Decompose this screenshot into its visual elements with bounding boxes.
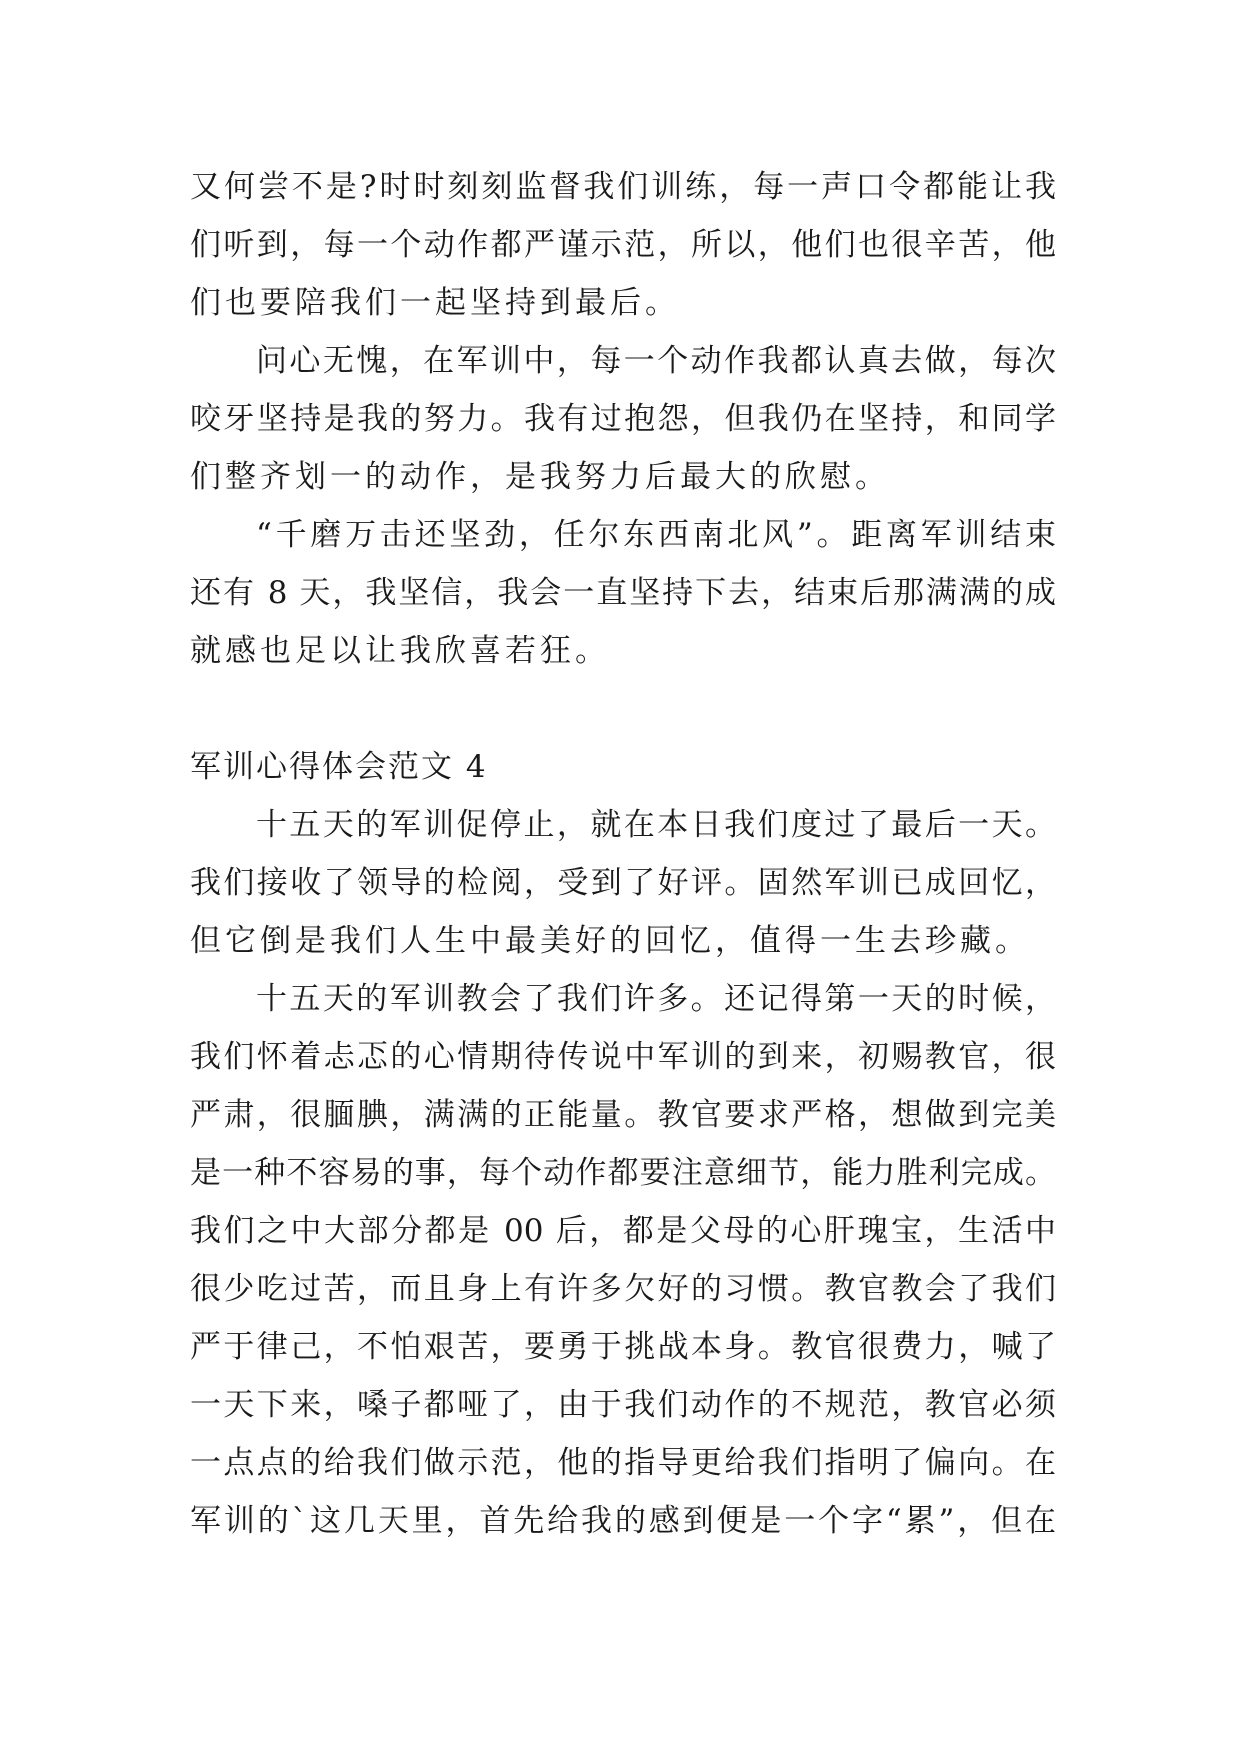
text-line: 们整齐划一的动作，是我努力后最大的欣慰。 bbox=[190, 459, 890, 495]
paragraph bbox=[190, 332, 1056, 506]
section-title: 军训心得体会范文 4 bbox=[190, 749, 488, 785]
text-line: 但它倒是我们人生中最美好的回忆，值得一生去珍藏。 bbox=[190, 923, 1030, 959]
text-line: 严肃，很腼腆，满满的正能量。教官要求严格，想做到完美 bbox=[190, 1097, 1056, 1133]
text-line: 问心无愧，在军训中，每一个动作我都认真去做，每次 bbox=[256, 343, 1056, 379]
text-line: 是一种不容易的事，每个动作都要注意细节，能力胜利完成。 bbox=[190, 1155, 1056, 1191]
text-line: “千磨万击还坚劲，任尔东西南北风”。距离军训结束 bbox=[256, 517, 1056, 553]
paragraph bbox=[190, 158, 1056, 332]
section-spacer bbox=[190, 680, 1056, 738]
text-line: 十五天的军训教会了我们许多。还记得第一天的时候， bbox=[256, 981, 1056, 1017]
paragraph bbox=[190, 506, 1056, 680]
text-line: 咬牙坚持是我的努力。我有过抱怨，但我仍在坚持，和同学 bbox=[190, 401, 1056, 437]
text-line: 我们之中大部分都是 00 后，都是父母的心肝瑰宝，生活中 bbox=[190, 1213, 1056, 1249]
text-line: 们听到，每一个动作都严谨示范，所以，他们也很辛苦，他 bbox=[190, 227, 1056, 263]
text-line: 就感也足以让我欣喜若狂。 bbox=[190, 633, 610, 669]
text-line: 军训的`这几天里，首先给我的感到便是一个字“累”，但在 bbox=[190, 1503, 1056, 1539]
text-line: 严于律己，不怕艰苦，要勇于挑战本身。教官很费力，喊了 bbox=[190, 1329, 1056, 1365]
text-line: 一点点的给我们做示范，他的指导更给我们指明了偏向。在 bbox=[190, 1445, 1056, 1481]
text-line: 十五天的军训促停止，就在本日我们度过了最后一天。 bbox=[256, 807, 1056, 843]
text-line: 还有 8 天，我坚信，我会一直坚持下去，结束后那满满的成 bbox=[190, 575, 1056, 611]
text-line: 我们接收了领导的检阅，受到了好评。固然军训已成回忆， bbox=[190, 865, 1056, 901]
text-line: 又何尝不是?时时刻刻监督我们训练，每一声口令都能让我 bbox=[190, 169, 1056, 205]
paragraph bbox=[190, 796, 1056, 970]
document-page bbox=[190, 158, 1056, 1550]
paragraph bbox=[190, 970, 1056, 1550]
text-line: 一天下来，嗓子都哑了，由于我们动作的不规范，教官必须 bbox=[190, 1387, 1056, 1423]
text-line: 们也要陪我们一起坚持到最后。 bbox=[190, 285, 680, 321]
text-line: 很少吃过苦，而且身上有许多欠好的习惯。教官教会了我们 bbox=[190, 1271, 1056, 1307]
text-line: 我们怀着忐忑的心情期待传说中军训的到来，初赐教官，很 bbox=[190, 1039, 1056, 1075]
